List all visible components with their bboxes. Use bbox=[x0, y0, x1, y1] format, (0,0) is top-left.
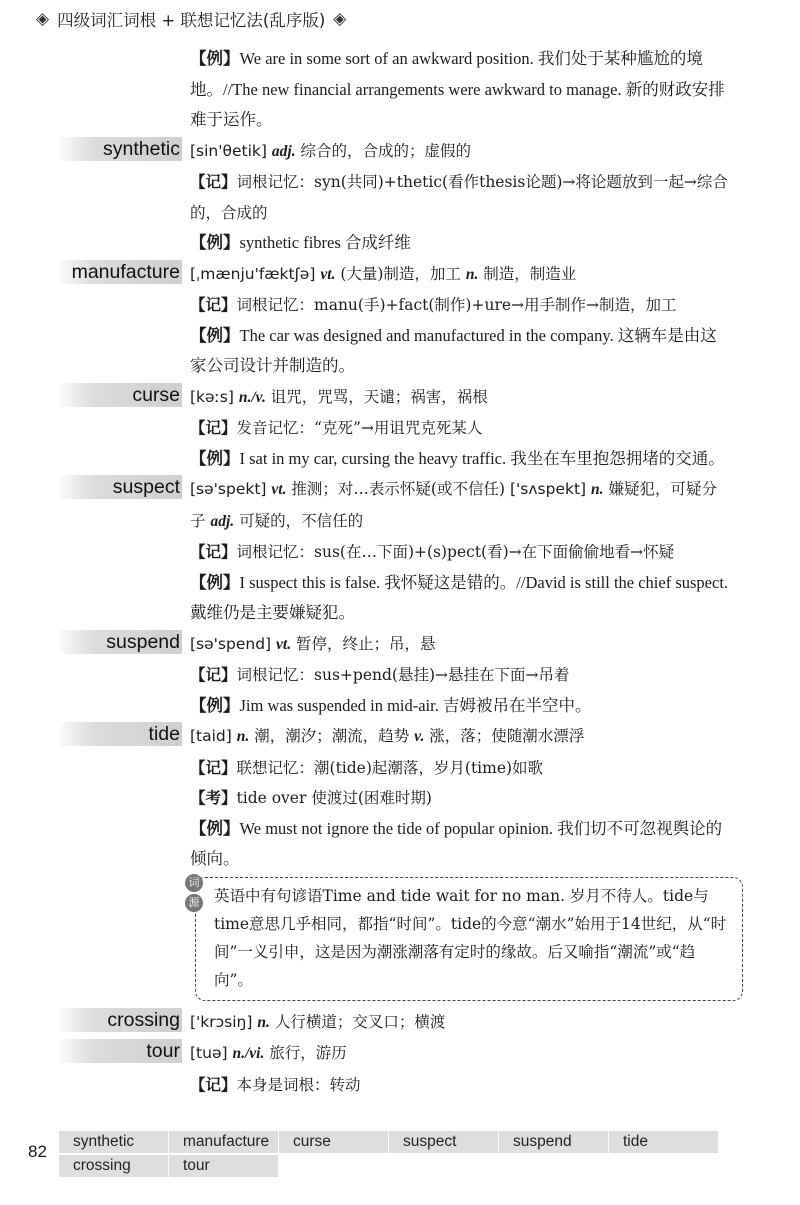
headword: suspect bbox=[112, 476, 180, 498]
example-tag: 【例】 bbox=[190, 818, 240, 838]
review-word: tour bbox=[168, 1155, 278, 1177]
definition-text-3: 可疑的，不信任的 bbox=[239, 511, 364, 530]
phonetic: [ˌmænju'fæktʃə] bbox=[190, 264, 316, 283]
review-word: tide bbox=[608, 1131, 718, 1153]
memory-tag: 【记】 bbox=[190, 419, 237, 437]
memory-tag: 【记】 bbox=[190, 543, 237, 561]
part-of-speech-2: n. bbox=[465, 265, 479, 283]
example-line bbox=[190, 568, 730, 629]
diamond-arrows-icon: ◈ bbox=[333, 9, 347, 29]
page-number: 82 bbox=[28, 1142, 47, 1161]
memory-text: 词根记忆：manu(手)+fact(制作)+ure→用手制作→制造，加工 bbox=[236, 296, 677, 314]
definition-line bbox=[190, 382, 730, 414]
entry-suspect bbox=[0, 474, 800, 629]
entry-synthetic bbox=[0, 136, 800, 259]
part-of-speech: n./v. bbox=[238, 388, 266, 406]
part-of-speech: n. bbox=[257, 1013, 270, 1031]
definition-text: 潮，潮汐；潮流，趋势 bbox=[254, 727, 410, 745]
phonetic: [kəːs] bbox=[190, 387, 234, 406]
review-word: curse bbox=[278, 1131, 388, 1153]
page-header bbox=[28, 6, 354, 32]
review-word-row bbox=[58, 1155, 718, 1177]
example-text: I sat in my car, cursing the heavy traffic. 我坐在车里抱怨拥堵的交通。 bbox=[239, 448, 725, 468]
headword: crossing bbox=[107, 1008, 180, 1031]
example-line bbox=[190, 321, 730, 382]
example-text: We must not ignore the tide of popular opinion. 我们切不可忽视舆论的倾向。 bbox=[190, 818, 723, 868]
entry-suspend bbox=[0, 629, 800, 722]
memory-text: 词根记忆：syn(共同)+thetic(看作thesis论题)→将论题放到一起→综合的，合成的 bbox=[190, 173, 728, 222]
memory-line bbox=[190, 537, 730, 568]
definition-text: (大量)制造，加工 bbox=[340, 264, 461, 283]
memory-tag: 【记】 bbox=[190, 758, 237, 777]
part-of-speech-2: n. bbox=[591, 481, 604, 498]
example-tag: 【例】 bbox=[190, 49, 240, 68]
etymology-text: 英语中有句谚语Time and tide wait for no man. 岁月不待人。tide与time意思几乎相同，都指“时间”。tide的今意“潮水”始用于14世纪，从“时间”一义引申，这是因为潮涨潮落有定时的缘故。后又喻指“潮流”或“趋向”。 bbox=[214, 886, 727, 989]
definition-line bbox=[190, 136, 730, 168]
etymology-note bbox=[188, 875, 743, 1001]
review-word: suspect bbox=[388, 1131, 498, 1153]
memory-line bbox=[190, 290, 730, 321]
part-of-speech: n. bbox=[236, 728, 250, 745]
entry-crossing bbox=[0, 1007, 800, 1039]
memory-line bbox=[190, 660, 730, 691]
etymology-badge-char: 词 bbox=[185, 874, 203, 892]
exam-line bbox=[190, 783, 730, 814]
memory-line bbox=[190, 167, 730, 228]
phonetic: [tuə] bbox=[190, 1044, 228, 1062]
memory-tag: 【记】 bbox=[190, 666, 237, 684]
memory-tag: 【记】 bbox=[190, 296, 237, 314]
memory-line bbox=[190, 753, 730, 784]
memory-text: 联想记忆：潮(tide)起潮落，岁月(time)如歌 bbox=[236, 758, 544, 777]
phonetic: [sin'θetik] bbox=[190, 141, 267, 160]
definition-text: 旅行，游历 bbox=[269, 1044, 347, 1062]
header-title: 四级词汇词根 + 联想记忆法(乱序版) bbox=[57, 11, 326, 30]
phonetic-2: ['sʌspekt] bbox=[509, 480, 587, 498]
example-text: Jim was suspended in mid-air. 吉姆被吊在半空中。 bbox=[239, 695, 592, 715]
example-line bbox=[190, 44, 730, 136]
part-of-speech-3: adj. bbox=[210, 512, 235, 530]
phonetic: [taid] bbox=[190, 727, 232, 745]
memory-line bbox=[190, 413, 730, 444]
definition-text: 推测；对…表示怀疑(或不信任) bbox=[291, 480, 506, 498]
entry-manufacture bbox=[0, 259, 800, 382]
example-line bbox=[190, 228, 730, 259]
example-line bbox=[190, 691, 730, 722]
phonetic: [sə'spekt] bbox=[190, 480, 267, 498]
review-word: crossing bbox=[58, 1155, 168, 1177]
headword: synthetic bbox=[103, 137, 180, 160]
diamond-arrows-icon: ◈ bbox=[36, 9, 50, 29]
headword: tour bbox=[146, 1040, 180, 1062]
exam-text: tide over 使渡过(困难时期) bbox=[236, 789, 432, 807]
example-text: I suspect this is false. 我怀疑这是错的。//David is still the chief suspect. 戴维仍是主要嫌疑犯。 bbox=[190, 572, 729, 622]
part-of-speech: adj. bbox=[271, 142, 296, 160]
part-of-speech: vt. bbox=[320, 265, 336, 283]
definition-text: 诅咒，咒骂，天谴；祸害，祸根 bbox=[270, 387, 488, 406]
definition-text-2: 制造，制造业 bbox=[483, 264, 577, 283]
example-tag: 【例】 bbox=[190, 695, 240, 715]
memory-line bbox=[190, 1070, 730, 1101]
review-word: manufacture bbox=[168, 1131, 278, 1153]
entry-continuation bbox=[0, 44, 800, 136]
example-line bbox=[190, 814, 730, 875]
phonetic: ['krɔsiŋ] bbox=[190, 1012, 253, 1031]
definition-line bbox=[190, 721, 730, 753]
example-tag: 【例】 bbox=[190, 233, 240, 252]
etymology-badge-char: 源 bbox=[185, 894, 203, 912]
entry-tour bbox=[0, 1038, 800, 1100]
example-text: The car was designed and manufactured in the company. 这辆车是由这家公司设计并制造的。 bbox=[190, 325, 717, 375]
memory-text: 词根记忆：sus+pend(悬挂)→悬挂在下面→吊着 bbox=[236, 666, 570, 684]
headword: manufacture bbox=[71, 260, 180, 283]
definition-text-2: 涨，落；使随潮水漂浮 bbox=[429, 727, 585, 745]
phonetic: [sə'spend] bbox=[190, 634, 272, 653]
definition-line bbox=[190, 1007, 730, 1039]
definition-text: 暂停，终止；吊，悬 bbox=[296, 634, 436, 653]
etymology-badge bbox=[185, 874, 203, 912]
entry-curse bbox=[0, 382, 800, 475]
entry-list bbox=[0, 44, 800, 1100]
headword: tide bbox=[148, 723, 180, 745]
headword: curse bbox=[132, 383, 180, 406]
page-footer bbox=[0, 1128, 800, 1188]
memory-tag: 【记】 bbox=[190, 173, 237, 191]
review-word: synthetic bbox=[58, 1131, 168, 1153]
review-word-row bbox=[58, 1131, 718, 1153]
review-word: suspend bbox=[498, 1131, 608, 1153]
definition-line bbox=[190, 259, 730, 291]
part-of-speech-2: v. bbox=[414, 728, 425, 745]
example-line bbox=[190, 444, 730, 475]
memory-text: 本身是词根：转动 bbox=[236, 1075, 361, 1094]
example-tag: 【例】 bbox=[190, 325, 240, 345]
definition-text-2: 嫌疑犯，可疑分子 bbox=[190, 480, 717, 530]
memory-tag: 【记】 bbox=[190, 1075, 237, 1094]
definition-line bbox=[190, 1038, 730, 1070]
part-of-speech: vt. bbox=[271, 481, 287, 498]
memory-text: 发音记忆：“克死”→用诅咒克死某人 bbox=[236, 419, 483, 437]
example-tag: 【例】 bbox=[190, 572, 240, 592]
example-text: synthetic fibres 合成纤维 bbox=[239, 233, 411, 252]
example-text: We are in some sort of an awkward position. 我们处于某种尴尬的境地。//The new financial arrangements were awkward to manage. 新的财政安排难于运作。 bbox=[190, 49, 725, 129]
part-of-speech: n./vi. bbox=[232, 1045, 265, 1062]
definition-line bbox=[190, 629, 730, 661]
memory-text: 词根记忆：sus(在…下面)+(s)pect(看)→在下面偷偷地看→怀疑 bbox=[236, 543, 675, 561]
headword: suspend bbox=[106, 630, 180, 653]
definition-text: 人行横道；交叉口；横渡 bbox=[274, 1012, 446, 1031]
exam-tag: 【考】 bbox=[190, 789, 237, 807]
part-of-speech: vt. bbox=[276, 635, 292, 653]
definition-line bbox=[190, 474, 730, 537]
example-tag: 【例】 bbox=[190, 448, 240, 468]
entry-tide bbox=[0, 721, 800, 1001]
definition-text: 综合的，合成的；虚假的 bbox=[300, 141, 472, 160]
